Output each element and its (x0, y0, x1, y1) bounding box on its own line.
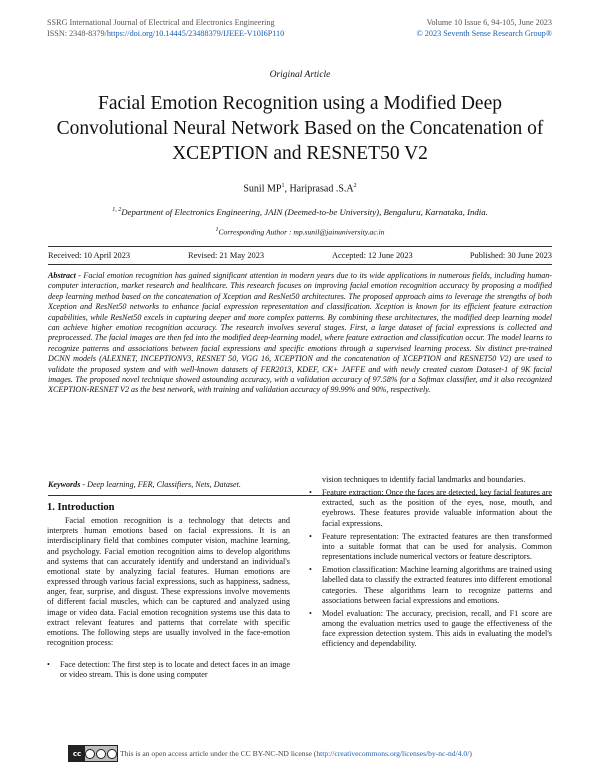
keywords-label: Keywords - (48, 480, 86, 489)
date-accepted: Accepted: 12 June 2023 (332, 251, 413, 260)
bullet-icon: • (309, 488, 312, 498)
list-item (309, 532, 552, 562)
left-column (47, 503, 290, 684)
article-type: Original Article (269, 70, 331, 80)
issn-doi-line (47, 28, 284, 39)
author-1: Sunil MP (243, 183, 282, 195)
divider-dates (48, 264, 552, 265)
section-heading-introduction: 1. Introduction (47, 502, 115, 513)
date-received: Received: 10 April 2023 (48, 251, 131, 260)
bullet-feature-representation: Feature representation: The extracted features are then transformed into a suitable format that can be used for analysis. Common representations include numerical vectors or feature descriptors. (322, 531, 552, 562)
bullet-icon: • (47, 660, 50, 670)
copyright-line: © 2023 Seventh Sense Research Group® (416, 29, 552, 38)
doi-link[interactable]: https://doi.org/10.14445/23488379/IJEEE-V10I6P110 (106, 29, 285, 38)
date-revised: Revised: 21 May 2023 (188, 251, 265, 260)
issn: ISSN: 2348-8379/ (47, 29, 107, 38)
keywords-text: Deep learning, FER, Classifiers, Nets, Dataset. (87, 480, 241, 489)
bullet-feature-extraction: Feature extraction: Once the faces are detected, key facial features are extracted, such as the position of the eyes, nose, mouth, and eyebrows. These features provide valuable information about the facial expressions. (322, 488, 552, 528)
list-item (309, 609, 552, 650)
cc-badge: cc (69, 746, 85, 761)
list-item (309, 565, 552, 606)
intro-paragraph: Facial emotion recognition is a technology that detects and interprets human emotions based on facial expressions. It is an interdisciplinary field that combines computer vision, machine learning, and psychology. Facial emotion recognition aims to develop algorithms and systems that can accurately identify and understand an individual's emotional state by analyzing facial features. Human emotions are expressed through various facial expressions, such as happiness, sadness, anger, fear, surprise, and disgust. These expressions involve movements of different facial muscles, which can be captured and analyzed using image or video data. Facial emotion recognition systems use this data to extract relevant features and patterns that correlate with specific emotions. The following steps are usually involved in the face-emotion recognition process: (47, 516, 290, 648)
author-list (0, 183, 600, 194)
bullet-emotion-classification: Emotion classification: Machine learning algorithms are trained using labelled data to classify the extracted features into different emotional categories. These algorithms learn to recognize patterns and associations between facial expressions and emotions. (322, 565, 552, 605)
corresponding-author (0, 227, 600, 237)
bullet-icon: • (309, 565, 312, 575)
license-close: ) (469, 749, 472, 758)
running-header-right (417, 17, 552, 39)
right-column (309, 475, 552, 653)
author-2-sup: 2 (353, 183, 357, 189)
abstract (48, 271, 552, 396)
intro-bullets-left (47, 660, 290, 680)
corresponding-text: Corresponding Author : mp.sunil@jainuniversity.ac.in (218, 227, 385, 237)
running-header-left (47, 17, 284, 39)
abstract-text: Facial emotion recognition has gained significant attention in modern years due to its wide applications in numerous fields, including human-computer interaction, market research and healthcare. This research focuses on improving facial emotion recognition accuracy by proposing a modified deep learning method based on the concatenation of Xception and ResNet50 architectures. The proposed approach aims to leverage the strengths of both Xception and ResNet50 networks to enhance facial expression representation and classification. Xception is known for its efficient feature extraction capabilities, while ResNet50 excels in capturing deeper and more complex patterns. By combining these architectures, the modified deep learning model can achieve higher emotion recognition accuracy. The research involves several stages. First, a large dataset of facial expressions is collected and preprocessed. The facial images are then fed into the modified deep-learning model, where feature extraction and classification occur. The model learns to recognize patterns and associations between facial expressions and specific emotions through a supervised learning process. Six distinct pre-trained DCNN models (ALEXNET, INCEPTIONV3, RESNET 50, VGG 16, XCEPTION and the concatenation of XCEPTION and RESNET50 V2) are used to validate the proposed system and with well-known datasets of FER2013, KDEF, CK+ JAFFE and with newly created custom Dataset-1 of 9K facial images. The proposed novel technique showed astounding accuracy, with a validation accuracy of 97.58% for a Softmax classifier, and it also recognized XCEPTION-RESNET V2 as the best network, with training and validation accuracy of 99.99% and 90%, respectively. (48, 271, 552, 395)
affiliation-sup: 1, 2 (112, 207, 122, 214)
list-item (47, 660, 290, 680)
cc-by-nc-nd-symbols (85, 746, 117, 761)
affiliation (0, 207, 600, 217)
journal-name: SSRG International Journal of Electrical and Electronics Engineering (47, 18, 275, 27)
corresponding-sup: 1 (215, 227, 219, 233)
bullet-icon: • (309, 531, 312, 541)
license-footer (120, 749, 472, 758)
intro-bullets-right (309, 488, 552, 649)
author-1-sup: 1 (281, 183, 285, 189)
abstract-label: Abstract - (48, 271, 81, 280)
author-2: Hariprasad .S.A (289, 183, 354, 195)
bullet-face-detection-continued: vision techniques to identify facial landmarks and boundaries. (322, 475, 526, 484)
cc-license-icon (68, 745, 118, 762)
bullet-icon: • (309, 608, 312, 618)
divider-top (48, 246, 552, 247)
bullet-model-evaluation: Model evaluation: The accuracy, precision, recall, and F1 score are among the evaluation metrics used to gauge the effectiveness of the face expression detection system. This aids in evaluating the model's efficiency and dependability. (322, 608, 552, 649)
volume-info: Volume 10 Issue 6, 94-105, June 2023 (426, 18, 552, 27)
bullet-face-detection: Face detection: The first step is to locate and detect faces in an image or video stream. This is done using computer (60, 660, 290, 680)
date-published: Published: 30 June 2023 (469, 251, 552, 260)
license-link[interactable]: http://creativecommons.org/licenses/by-nc-nd/4.0/ (316, 749, 470, 758)
list-item (309, 488, 552, 529)
license-text: This is an open access article under the CC BY-NC-ND license ( (120, 749, 317, 758)
author-separator: , (284, 183, 290, 195)
affiliation-text: Department of Electronics Engineering, JAIN (Deemed-to-be University), Bengaluru, Karnataka, India. (121, 207, 488, 217)
paper-title: Facial Emotion Recognition using a Modified Deep Convolutional Neural Network Based on the Concatenation of XCEPTION and RESNET50 V2 (56, 93, 544, 164)
